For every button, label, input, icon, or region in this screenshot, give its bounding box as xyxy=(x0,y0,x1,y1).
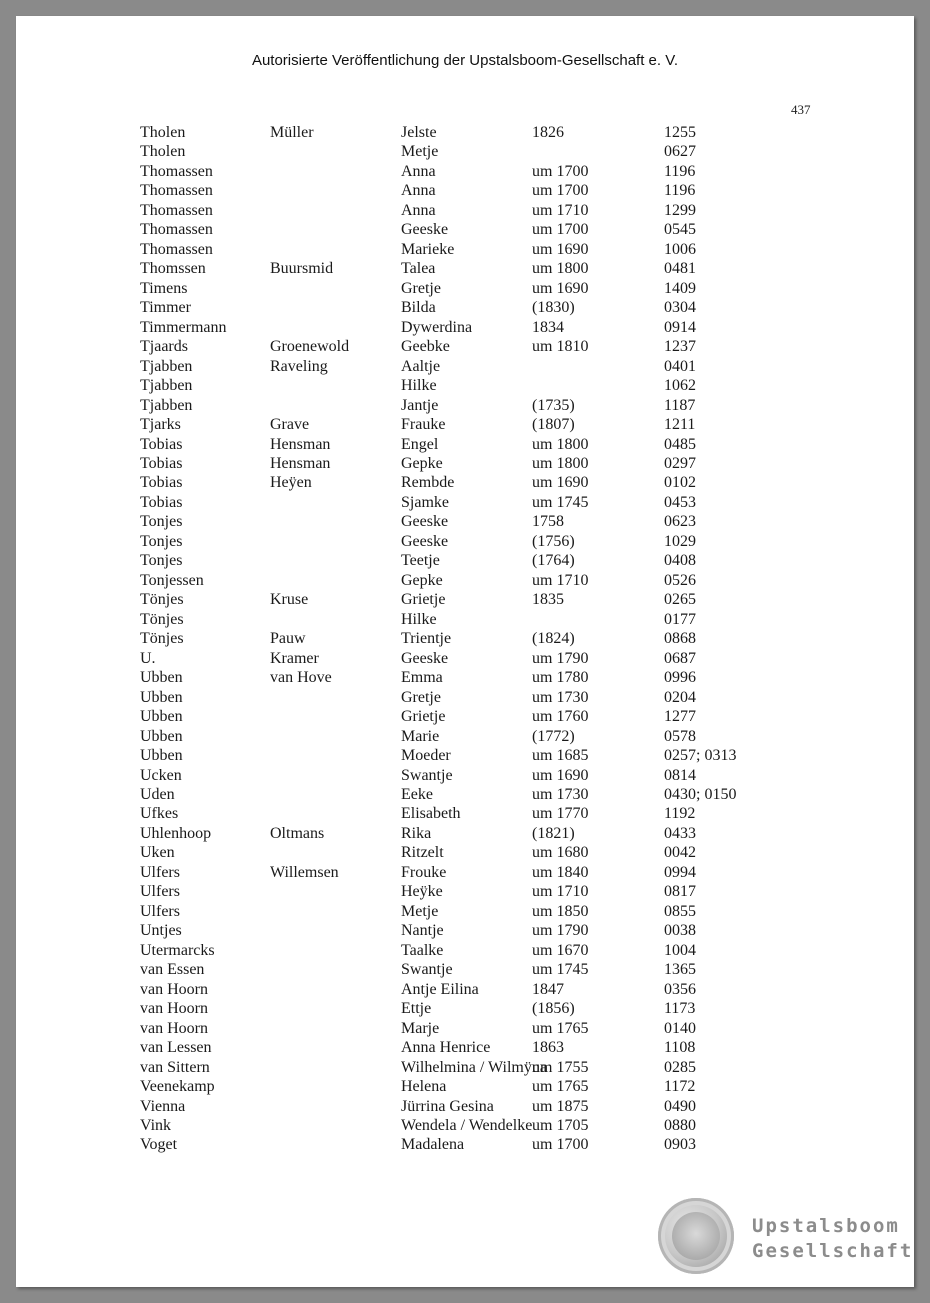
cell-date: um 1800 xyxy=(532,454,589,472)
cell-surname: Tonjes xyxy=(140,513,183,531)
table-row xyxy=(16,260,914,279)
cell-date: um 1700 xyxy=(532,182,589,200)
cell-surname: Thomssen xyxy=(140,260,206,278)
cell-date: um 1760 xyxy=(532,708,589,726)
cell-reference: 0814 xyxy=(664,766,696,784)
cell-birth-name: Kramer xyxy=(270,649,319,667)
cell-reference: 0257; 0313 xyxy=(664,747,737,765)
cell-surname: van Hoorn xyxy=(140,1000,208,1018)
cell-given-name: Gepke xyxy=(401,454,443,472)
cell-reference: 0578 xyxy=(664,727,696,745)
table-row xyxy=(16,182,914,201)
table-row xyxy=(16,942,914,961)
cell-date: um 1800 xyxy=(532,435,589,453)
cell-surname: Voget xyxy=(140,1136,178,1154)
cell-surname: Tönjes xyxy=(140,610,184,628)
table-row xyxy=(16,474,914,493)
cell-date: (1735) xyxy=(532,396,575,414)
cell-given-name: Nantje xyxy=(401,922,444,940)
cell-reference: 1255 xyxy=(664,124,696,141)
cell-surname: Untjes xyxy=(140,922,182,940)
cell-surname: Thomassen xyxy=(140,240,213,258)
table-row xyxy=(16,1136,914,1155)
cell-reference: 0453 xyxy=(664,493,696,511)
cell-surname: Ubben xyxy=(140,669,183,687)
cell-birth-name: Pauw xyxy=(270,630,306,648)
cell-surname: Tobias xyxy=(140,474,183,492)
table-row xyxy=(16,533,914,552)
cell-given-name: Frauke xyxy=(401,416,446,434)
cell-given-name: Rembde xyxy=(401,474,455,492)
cell-surname: Tholen xyxy=(140,143,186,161)
cell-given-name: Moeder xyxy=(401,747,451,765)
cell-birth-name: Grave xyxy=(270,416,310,434)
cell-reference: 0285 xyxy=(664,1058,696,1076)
table-row xyxy=(16,689,914,708)
cell-given-name: Anna Henrice xyxy=(401,1039,491,1057)
cell-date: um 1790 xyxy=(532,922,589,940)
cell-surname: Uhlenhoop xyxy=(140,824,212,842)
cell-given-name: Geeske xyxy=(401,513,449,531)
cell-date: um 1810 xyxy=(532,338,589,356)
cell-date: um 1700 xyxy=(532,162,589,180)
cell-reference: 0356 xyxy=(664,980,696,998)
cell-date: um 1680 xyxy=(532,844,589,862)
cell-date: um 1670 xyxy=(532,941,589,959)
cell-given-name: Anna xyxy=(401,162,436,180)
table-row xyxy=(16,630,914,649)
cell-surname: Uken xyxy=(140,844,175,862)
table-row xyxy=(16,786,914,805)
table-row xyxy=(16,728,914,747)
cell-date: (1856) xyxy=(532,1000,575,1018)
table-row xyxy=(16,1059,914,1078)
cell-reference: 1277 xyxy=(664,708,696,726)
society-seal-logo xyxy=(658,1198,734,1274)
cell-given-name: Eeke xyxy=(401,785,433,803)
cell-date: um 1840 xyxy=(532,863,589,881)
cell-date: 1863 xyxy=(532,1039,564,1057)
cell-date: um 1765 xyxy=(532,1078,589,1096)
cell-reference: 0855 xyxy=(664,902,696,920)
cell-birth-name: Hensman xyxy=(270,435,331,453)
cell-surname: Tjabben xyxy=(140,357,193,375)
table-row xyxy=(16,143,914,162)
cell-date: (1830) xyxy=(532,299,575,317)
cell-given-name: Bilda xyxy=(401,299,436,317)
table-row xyxy=(16,650,914,669)
cell-given-name: Jürrina Gesina xyxy=(401,1097,494,1115)
cell-given-name: Metje xyxy=(401,902,439,920)
cell-surname: Ubben xyxy=(140,747,183,765)
cell-surname: Ubben xyxy=(140,727,183,745)
cell-birth-name: Kruse xyxy=(270,591,309,609)
cell-given-name: Swantje xyxy=(401,766,453,784)
table-row xyxy=(16,1078,914,1097)
cell-given-name: Dywerdina xyxy=(401,318,473,336)
cell-surname: Tholen xyxy=(140,124,186,141)
cell-date: 1834 xyxy=(532,318,564,336)
table-row xyxy=(16,416,914,435)
table-row xyxy=(16,903,914,922)
cell-surname: van Hoorn xyxy=(140,1019,208,1037)
cell-surname: van Hoorn xyxy=(140,980,208,998)
cell-birth-name: Oltmans xyxy=(270,824,325,842)
cell-surname: Veenekamp xyxy=(140,1078,215,1096)
cell-surname: Tobias xyxy=(140,435,183,453)
cell-reference: 0042 xyxy=(664,844,696,862)
cell-given-name: Helena xyxy=(401,1078,447,1096)
cell-date: um 1730 xyxy=(532,785,589,803)
table-row xyxy=(16,611,914,630)
cell-given-name: Madalena xyxy=(401,1136,465,1154)
cell-reference: 1299 xyxy=(664,201,696,219)
cell-given-name: Antje Eilina xyxy=(401,980,479,998)
table-row xyxy=(16,299,914,318)
table-row xyxy=(16,591,914,610)
cell-given-name: Teetje xyxy=(401,552,440,570)
cell-reference: 1187 xyxy=(664,396,696,414)
cell-surname: Thomassen xyxy=(140,221,213,239)
cell-given-name: Talea xyxy=(401,260,436,278)
cell-reference: 1172 xyxy=(664,1078,696,1096)
table-row xyxy=(16,455,914,474)
cell-date: um 1690 xyxy=(532,474,589,492)
cell-reference: 1062 xyxy=(664,377,696,395)
cell-surname: van Sittern xyxy=(140,1058,210,1076)
cell-given-name: Hilke xyxy=(401,377,437,395)
cell-date: (1807) xyxy=(532,416,575,434)
cell-surname: Tönjes xyxy=(140,630,184,648)
cell-reference: 0526 xyxy=(664,571,696,589)
table-row xyxy=(16,981,914,1000)
table-row xyxy=(16,338,914,357)
cell-given-name: Marie xyxy=(401,727,440,745)
cell-date: um 1710 xyxy=(532,883,589,901)
cell-reference: 1211 xyxy=(664,416,696,434)
cell-reference: 0297 xyxy=(664,454,696,472)
document-page xyxy=(16,16,914,1287)
cell-given-name: Jelste xyxy=(401,124,437,141)
cell-surname: van Lessen xyxy=(140,1039,212,1057)
cell-birth-name: Müller xyxy=(270,124,314,141)
cell-surname: Ubben xyxy=(140,708,183,726)
cell-reference: 1006 xyxy=(664,240,696,258)
cell-surname: Tjaards xyxy=(140,338,188,356)
cell-reference: 0304 xyxy=(664,299,696,317)
table-row xyxy=(16,124,914,143)
cell-reference: 0545 xyxy=(664,221,696,239)
table-row xyxy=(16,1020,914,1039)
cell-given-name: Sjamke xyxy=(401,493,449,511)
cell-date: um 1685 xyxy=(532,747,589,765)
cell-surname: Tobias xyxy=(140,493,183,511)
cell-surname: Thomassen xyxy=(140,162,213,180)
cell-reference: 1173 xyxy=(664,1000,696,1018)
cell-reference: 0868 xyxy=(664,630,696,648)
cell-given-name: Geeske xyxy=(401,221,449,239)
table-row xyxy=(16,922,914,941)
cell-given-name: Rika xyxy=(401,824,432,842)
cell-birth-name: Buursmid xyxy=(270,260,334,278)
cell-birth-name: van Hove xyxy=(270,669,332,687)
table-row xyxy=(16,202,914,221)
cell-reference: 0994 xyxy=(664,863,696,881)
cell-birth-name: Heÿen xyxy=(270,474,312,492)
cell-surname: Uden xyxy=(140,785,175,803)
cell-birth-name: Groenewold xyxy=(270,338,350,356)
cell-reference: 1192 xyxy=(664,805,696,823)
cell-reference: 0914 xyxy=(664,318,696,336)
cell-reference: 0880 xyxy=(664,1116,696,1134)
cell-surname: Utermarcks xyxy=(140,941,215,959)
cell-date: 1835 xyxy=(532,591,564,609)
table-row xyxy=(16,552,914,571)
table-row xyxy=(16,1098,914,1117)
cell-date: um 1690 xyxy=(532,240,589,258)
cell-date: um 1790 xyxy=(532,649,589,667)
cell-date: um 1770 xyxy=(532,805,589,823)
table-row xyxy=(16,436,914,455)
cell-surname: Tonjes xyxy=(140,552,183,570)
table-row xyxy=(16,1000,914,1019)
table-row xyxy=(16,1117,914,1136)
table-row xyxy=(16,961,914,980)
cell-surname: Tjarks xyxy=(140,416,181,434)
cell-reference: 0038 xyxy=(664,922,696,940)
table-row xyxy=(16,319,914,338)
cell-surname: Tobias xyxy=(140,454,183,472)
table-row xyxy=(16,805,914,824)
cell-given-name: Anna xyxy=(401,201,436,219)
cell-surname: Ulfers xyxy=(140,883,180,901)
cell-reference: 1196 xyxy=(664,162,696,180)
cell-given-name: Swantje xyxy=(401,961,453,979)
cell-date: um 1690 xyxy=(532,279,589,297)
cell-date: um 1700 xyxy=(532,1136,589,1154)
cell-surname: Ulfers xyxy=(140,863,180,881)
cell-surname: Thomassen xyxy=(140,182,213,200)
cell-date: um 1765 xyxy=(532,1019,589,1037)
cell-surname: Thomassen xyxy=(140,201,213,219)
cell-date: (1824) xyxy=(532,630,575,648)
cell-surname: Tonjes xyxy=(140,532,183,550)
cell-birth-name: Willemsen xyxy=(270,863,339,881)
cell-given-name: Gretje xyxy=(401,688,441,706)
cell-given-name: Anna xyxy=(401,182,436,200)
cell-surname: Tönjes xyxy=(140,591,184,609)
cell-reference: 0485 xyxy=(664,435,696,453)
cell-date: um 1755 xyxy=(532,1058,589,1076)
cell-surname: Vink xyxy=(140,1116,172,1134)
cell-surname: Ucken xyxy=(140,766,182,784)
table-row xyxy=(16,1039,914,1058)
table-row xyxy=(16,241,914,260)
cell-date: um 1700 xyxy=(532,221,589,239)
cell-given-name: Trientje xyxy=(401,630,452,648)
cell-surname: Tjabben xyxy=(140,396,193,414)
table-row xyxy=(16,494,914,513)
cell-given-name: Engel xyxy=(401,435,439,453)
cell-reference: 1409 xyxy=(664,279,696,297)
cell-date: (1756) xyxy=(532,532,575,550)
cell-given-name: Heÿke xyxy=(401,883,443,901)
cell-date: 1826 xyxy=(532,124,564,141)
table-row xyxy=(16,280,914,299)
brand-line-1: Upstalsboom xyxy=(752,1215,900,1237)
brand-wordmark xyxy=(752,1214,913,1264)
cell-reference: 0102 xyxy=(664,474,696,492)
cell-reference: 1365 xyxy=(664,961,696,979)
cell-reference: 0177 xyxy=(664,610,696,628)
page-number: 437 xyxy=(791,102,811,117)
cell-reference: 0627 xyxy=(664,143,696,161)
cell-reference: 1029 xyxy=(664,532,696,550)
cell-reference: 0623 xyxy=(664,513,696,531)
cell-given-name: Geeske xyxy=(401,532,449,550)
table-row xyxy=(16,825,914,844)
cell-date: um 1730 xyxy=(532,688,589,706)
cell-given-name: Ritzelt xyxy=(401,844,444,862)
cell-surname: Tjabben xyxy=(140,377,193,395)
cell-given-name: Grietje xyxy=(401,591,446,609)
table-row xyxy=(16,669,914,688)
cell-date: 1758 xyxy=(532,513,564,531)
cell-reference: 1237 xyxy=(664,338,696,356)
cell-given-name: Jantje xyxy=(401,396,439,414)
cell-reference: 0408 xyxy=(664,552,696,570)
table-row xyxy=(16,767,914,786)
cell-surname: Timens xyxy=(140,279,188,297)
cell-reference: 0996 xyxy=(664,669,696,687)
cell-given-name: Marje xyxy=(401,1019,440,1037)
cell-surname: Ufkes xyxy=(140,805,179,823)
cell-date: um 1710 xyxy=(532,571,589,589)
cell-date: um 1690 xyxy=(532,766,589,784)
table-row xyxy=(16,864,914,883)
cell-surname: Tonjessen xyxy=(140,571,204,589)
cell-date: um 1800 xyxy=(532,260,589,278)
table-row xyxy=(16,513,914,532)
cell-birth-name: Raveling xyxy=(270,357,328,375)
cell-given-name: Wendela / Wendelke xyxy=(401,1116,533,1134)
cell-given-name: Emma xyxy=(401,669,443,687)
cell-date: (1764) xyxy=(532,552,575,570)
cell-surname: U. xyxy=(140,649,156,667)
cell-given-name: Frouke xyxy=(401,863,447,881)
cell-date: um 1705 xyxy=(532,1116,589,1134)
table-row xyxy=(16,377,914,396)
cell-reference: 0140 xyxy=(664,1019,696,1037)
table-row xyxy=(16,572,914,591)
cell-surname: Vienna xyxy=(140,1097,186,1115)
cell-surname: Ulfers xyxy=(140,902,180,920)
table-row xyxy=(16,397,914,416)
cell-given-name: Gretje xyxy=(401,279,441,297)
table-row xyxy=(16,844,914,863)
cell-reference: 0401 xyxy=(664,357,696,375)
table-row xyxy=(16,708,914,727)
cell-surname: van Essen xyxy=(140,961,205,979)
brand-line-2: Gesellschaft xyxy=(752,1240,914,1262)
cell-date: um 1850 xyxy=(532,902,589,920)
cell-reference: 0430; 0150 xyxy=(664,785,737,803)
cell-date: (1821) xyxy=(532,824,575,842)
cell-given-name: Geebke xyxy=(401,338,450,356)
table-row xyxy=(16,163,914,182)
cell-reference: 0265 xyxy=(664,591,696,609)
cell-given-name: Geeske xyxy=(401,649,449,667)
cell-date: um 1875 xyxy=(532,1097,589,1115)
cell-reference: 0204 xyxy=(664,688,696,706)
cell-reference: 0903 xyxy=(664,1136,696,1154)
page-header: Autorisierte Veröffentlichung der Upstalsboom-Gesellschaft e. V. xyxy=(251,52,679,69)
cell-reference: 0490 xyxy=(664,1097,696,1115)
cell-given-name: Ettje xyxy=(401,1000,432,1018)
cell-reference: 1004 xyxy=(664,941,696,959)
cell-reference: 1196 xyxy=(664,182,696,200)
table-row xyxy=(16,358,914,377)
cell-given-name: Grietje xyxy=(401,708,446,726)
cell-given-name: Gepke xyxy=(401,571,443,589)
cell-given-name: Taalke xyxy=(401,941,444,959)
cell-reference: 0817 xyxy=(664,883,696,901)
table-row xyxy=(16,221,914,240)
cell-date: um 1745 xyxy=(532,961,589,979)
cell-reference: 1108 xyxy=(664,1039,696,1057)
cell-given-name: Hilke xyxy=(401,610,437,628)
cell-reference: 0481 xyxy=(664,260,696,278)
cell-birth-name: Hensman xyxy=(270,454,331,472)
cell-surname: Timmer xyxy=(140,299,191,317)
cell-date: um 1745 xyxy=(532,493,589,511)
cell-date: (1772) xyxy=(532,727,575,745)
cell-surname: Ubben xyxy=(140,688,183,706)
cell-date: um 1710 xyxy=(532,201,589,219)
cell-given-name: Wilhelmina / Wilmÿna xyxy=(401,1058,547,1076)
cell-date: um 1780 xyxy=(532,669,589,687)
table-row xyxy=(16,883,914,902)
table-row xyxy=(16,747,914,766)
cell-given-name: Aaltje xyxy=(401,357,441,375)
cell-date: 1847 xyxy=(532,980,564,998)
cell-given-name: Marieke xyxy=(401,240,455,258)
cell-given-name: Elisabeth xyxy=(401,805,461,823)
cell-reference: 0687 xyxy=(664,649,696,667)
cell-reference: 0433 xyxy=(664,824,696,842)
cell-given-name: Metje xyxy=(401,143,439,161)
cell-surname: Timmermann xyxy=(140,318,227,336)
